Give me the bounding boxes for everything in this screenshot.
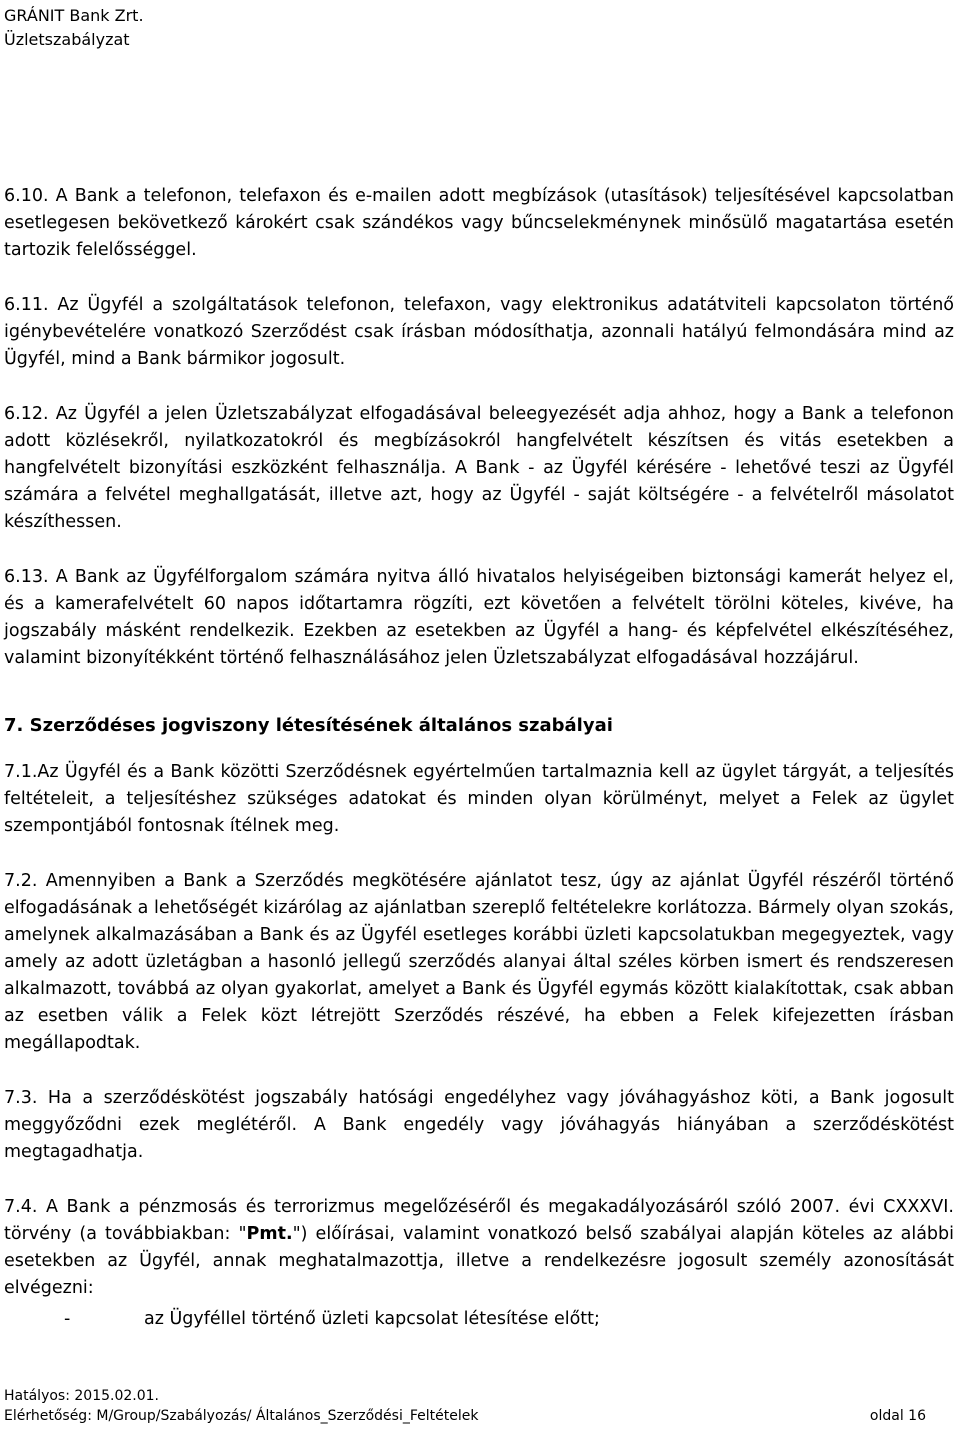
paragraph-7-2: 7.2. Amennyiben a Bank a Szerződés megkötésére ajánlatot tesz, úgy az ajánlat Ügyfél részéről történő elfogadásának a lehetőségét kizárólag az ajánlatban szereplő feltételekre korlátozza. Bármely olyan szokás, amelynek alkalmazásában a Bank és az Ügyfél esetleges korábbi üzleti kapcsolatukban megegyeztek, vagy amely az adott üzletágban a hasonló jellegű szerződés alanyai által széles körben ismert és rendszeresen alkalmazott, továbbá az olyan gyakorlat, amelyet a Bank és Ügyfél egymás között kialakítottak, csak abban az esetben válik a Felek közt létrejött Szerződés részévé, ha ebben a Felek kifejezetten írásban megállapodtak. bbox=[4, 871, 954, 1053]
document-path: Elérhetőség: M/Group/Szabályozás/ Általános_Szerződési_Feltételek bbox=[4, 1408, 479, 1424]
list-dash: - bbox=[64, 1309, 71, 1329]
list-item bbox=[4, 1306, 954, 1333]
page-footer bbox=[4, 1386, 926, 1426]
paragraph-6-11: 6.11. Az Ügyfél a szolgáltatások telefonon, telefaxon, vagy elektronikus adatátviteli kapcsolaton történő igénybevételére vonatkozó Szerződést csak írásban módosíthatja, azonnali hatályú felmondására mind az Ügyfél, mind a Bank bármikor jogosult. bbox=[4, 295, 954, 369]
paragraph-6-12: 6.12. Az Ügyfél a jelen Üzletszabályzat elfogadásával beleegyezését adja ahhoz, hogy a Bank a telefonon adott közlésekről, nyilatkozatokról és megbízásokról hangfelvételt készítsen és vitás esetekben a hangfelvételt bizonyítási eszközként felhasználja. A Bank - az Ügyfél kérésére - lehetővé teszi az Ügyfél számára a felvétel meghallgatását, illetve azt, hogy az Ügyfél - saját költségére - a felvételről másolatot készíthessen. bbox=[4, 404, 954, 532]
effective-date: Hatályos: 2015.02.01. bbox=[4, 1388, 159, 1404]
pmt-abbreviation: Pmt. bbox=[246, 1224, 293, 1244]
list-item-text: az Ügyféllel történő üzleti kapcsolat létesítése előtt; bbox=[144, 1309, 600, 1329]
paragraph-6-10: 6.10. A Bank a telefonon, telefaxon és e-mailen adott megbízások (utasítások) teljesítésével kapcsolatban esetlegesen bekövetkező károkért csak szándékos vagy bűncselekménynek minősülő magatartása esetén tartozik felelősséggel. bbox=[4, 186, 954, 260]
paragraph-7-4 bbox=[4, 1194, 954, 1302]
paragraph-7-3: 7.3. Ha a szerződéskötést jogszabály hatósági engedélyhez vagy jóváhagyáshoz köti, a Bank jogosult meggyőződni ezek meglétéről. A Bank engedély vagy jóváhagyás hiányában a szerződéskötést megtagadhatja. bbox=[4, 1088, 954, 1162]
paragraph-7-4-end: ") előírásai, valamint vonatkozó belső szabályai alapján köteles az alábbi esetekben az Ügyfél, annak meghatalmazottja, illetve a rendelkezésre jogosult személy azonosítását elvégezni: bbox=[4, 1224, 954, 1298]
section-heading: 7. Szerződéses jogviszony létesítésének általános szabályai bbox=[4, 715, 613, 736]
paragraph-7-4-start: 7.4. A Bank a pénzmosás és terrorizmus megelőzéséről és megakadályozásáról szóló 2007. évi CXXXVI. törvény (a továbbiakban: " bbox=[4, 1197, 954, 1244]
page-number: oldal 16 bbox=[869, 1408, 926, 1424]
paragraph-6-13: 6.13. A Bank az Ügyfélforgalom számára nyitva álló hivatalos helyiségeiben biztonsági kamerát helyez el, és a kamerafelvételt 60 napos időtartamra rögzíti, ezt követően a felvételt törölni köteles, kivéve, ha jogszabály másként rendelkezik. Ezekben az esetekben az Ügyfél a hang- és képfelvétel elkészítéséhez, valamint bizonyítékként történő felhasználásához jelen Üzletszabályzat elfogadásával hozzájárul. bbox=[4, 567, 954, 668]
paragraph-7-1: 7.1.Az Ügyfél és a Bank közötti Szerződésnek egyértelműen tartalmaznia kell az ügylet tárgyát, a teljesítés feltételeit, a teljesítéshez szükséges adatokat és minden olyan körülményt, melyet a Felek az ügylet szempontjából fontosnak ítélnek meg. bbox=[4, 762, 954, 836]
company-name: GRÁNIT Bank Zrt. bbox=[4, 6, 144, 25]
page-header bbox=[4, 4, 144, 52]
document-body bbox=[4, 183, 954, 1333]
document-title: Üzletszabályzat bbox=[4, 30, 130, 49]
